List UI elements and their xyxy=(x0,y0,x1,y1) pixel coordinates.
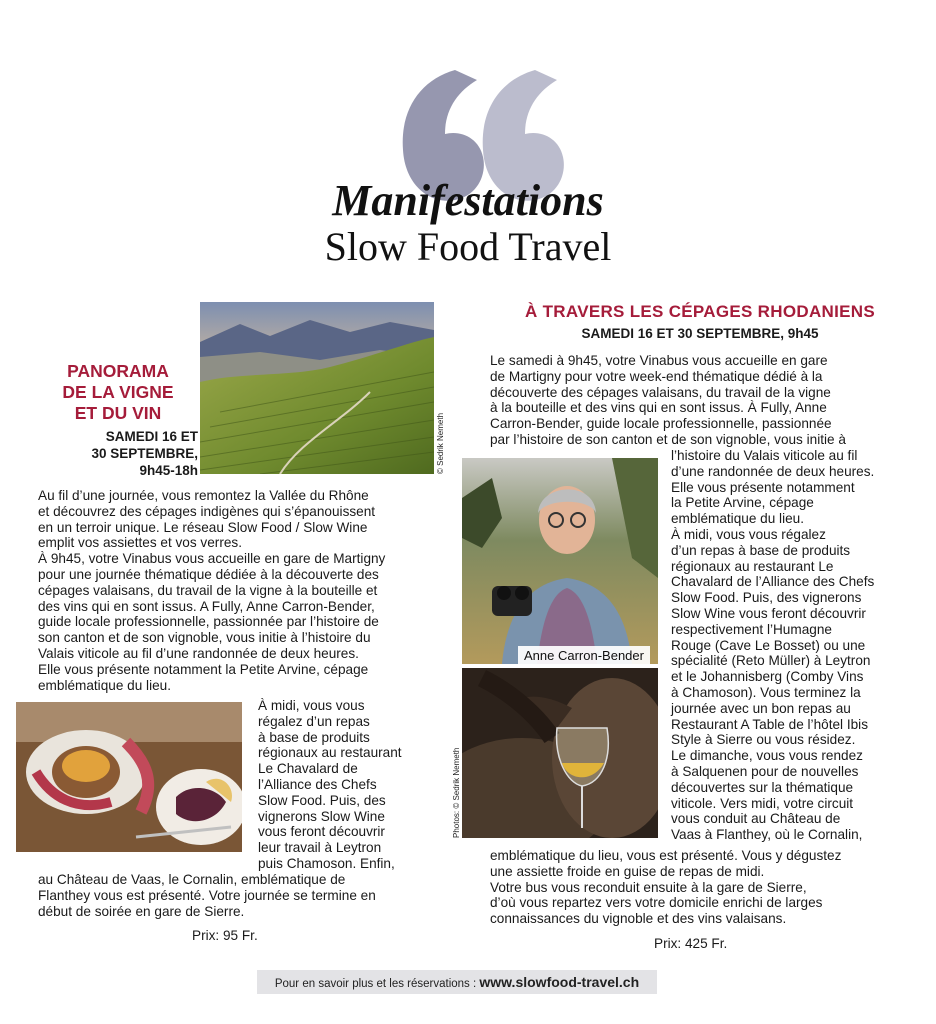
left-article-body-wrap xyxy=(258,698,438,872)
text-line: début de soirée en gare de Sierre. xyxy=(38,903,245,919)
footer-link[interactable]: www.slowfood-travel.ch xyxy=(479,974,640,990)
text-line: l’histoire du Valais viticole au fil xyxy=(671,448,858,463)
text-line: Votre bus vous reconduit ensuite à la gare de Sierre, xyxy=(490,879,807,895)
text-line: emblématique du lieu. xyxy=(671,511,804,527)
portrait-caption: Anne Carron-Bender xyxy=(518,646,650,665)
page-subtitle: Slow Food Travel xyxy=(324,224,612,269)
text-line: vous conduit au Château de xyxy=(671,811,841,827)
text-line: Le samedi à 9h45, votre Vinabus vous accueille en gare xyxy=(490,353,828,368)
text-line: guide locale professionnelle, passionnée par l’histoire de xyxy=(38,614,379,630)
text-line: spécialité (Reto Müller) à Leytron xyxy=(671,653,871,669)
text-line: pour une journée thématique dédiée à la découverte des xyxy=(38,566,379,582)
text-line: découverte des cépages valaisans, du travail de la vigne xyxy=(490,384,831,400)
left-article-body-end xyxy=(38,872,438,919)
right-article-body-wrap xyxy=(671,448,921,843)
text-line: Restaurant A Table de l’hôtel Ibis xyxy=(671,716,868,732)
text-line: une assiette froide en guise de repas de midi. xyxy=(490,863,765,879)
left-article-price: Prix: 95 Fr. xyxy=(192,928,258,943)
text-line: à Chamoson). Vous terminez la xyxy=(671,684,861,700)
food-plate-photo xyxy=(16,702,242,852)
right-article-date: SAMEDI 16 ET 30 SEPTEMBRE, 9h45 xyxy=(581,326,819,341)
left-article-body-intro xyxy=(38,488,438,693)
text-line: en un terroir unique. Le réseau Slow Food / Slow Wine xyxy=(38,519,368,535)
text-line: Slow Food. Puis, des vignerons xyxy=(671,590,862,606)
text-line: régionaux au restaurant Le xyxy=(671,558,834,574)
text-line: à Salquenen pour de nouvelles xyxy=(671,763,859,779)
text-line: respectivement l’Humagne xyxy=(671,621,832,637)
text-line: Au fil d’une journée, vous remontez la Vallée du Rhône xyxy=(38,488,369,503)
right-article-price: Prix: 425 Fr. xyxy=(654,936,728,951)
text-line: la Petite Arvine, cépage xyxy=(671,495,814,511)
text-line: Valais viticole au fil d’une randonnée de deux heures. xyxy=(38,645,359,661)
portrait-photo xyxy=(462,458,658,664)
text-line: emblématique du lieu. xyxy=(38,677,171,693)
text-line: journée avec un bon repas au xyxy=(671,700,851,716)
text-line: À 9h45, votre Vinabus vous accueille en gare de Martigny xyxy=(38,551,386,567)
text-line: des vins qui en sont issus. A Fully, Anne Carron-Bender, xyxy=(38,598,375,614)
text-line: emblématique du lieu, vous est présenté. Vous y dégustez xyxy=(490,848,842,863)
footer-label: Pour en savoir plus et les réservations : xyxy=(274,978,477,990)
left-article-heading: PANORAMA DE LA VIGNE ET DU VIN xyxy=(62,361,174,423)
text-line: d’où vous repartez vers votre domicile enrichi de larges xyxy=(490,895,823,911)
text-line: Rouge (Cave Le Bosset) ou une xyxy=(671,637,866,653)
text-line: cépages valaisans, du travail de la vigne à la bouteille et xyxy=(38,582,378,598)
wine-glass-photo xyxy=(462,668,658,838)
page-title: Manifestations xyxy=(332,176,604,225)
text-line: leur travail à Leytron xyxy=(258,840,382,856)
text-line: puis Chamoson. Enfin, xyxy=(258,855,395,871)
text-line: Slow Wine vous feront découvrir xyxy=(671,605,866,621)
text-line: viticole. Vers midi, votre circuit xyxy=(671,795,854,811)
vineyard-photo xyxy=(200,302,434,474)
text-line: à la bouteille et des vins qui en sont issus. À Fully, Anne xyxy=(490,400,827,416)
text-line: emplit vos assiettes et vos verres. xyxy=(38,535,242,551)
text-line: et découvrez des cépages indigènes qui s’épanouissent xyxy=(38,503,376,519)
text-line: son canton et de son vignoble, vous initie à l’histoire du xyxy=(38,630,371,646)
text-line: Slow Food. Puis, des xyxy=(258,792,386,808)
right-article-heading: À TRAVERS LES CÉPAGES RHODANIENS xyxy=(525,302,875,321)
text-line: Le Chavalard de xyxy=(258,761,358,777)
text-line: vignerons Slow Wine xyxy=(258,808,385,824)
right-article-body-intro xyxy=(490,353,910,448)
right-photo-credit: Photos: © Sedrik Nemeth xyxy=(452,747,461,838)
text-line: d’un repas à base de produits xyxy=(671,542,851,558)
left-photo-credit: © Sedrik Nemeth xyxy=(436,412,445,474)
text-line: Carron-Bender, guide locale professionnelle, passionnée xyxy=(490,416,832,432)
left-article-date: SAMEDI 16 ET 30 SEPTEMBRE, 9h45-18h xyxy=(91,429,198,478)
text-line: Elle vous présente notamment la Petite Arvine, cépage xyxy=(38,661,369,677)
right-article-body-end xyxy=(490,848,910,927)
footer-banner xyxy=(257,970,657,994)
text-line: régionaux au restaurant xyxy=(258,745,402,761)
text-line: À midi, vous vous régalez xyxy=(671,526,826,542)
text-line: À midi, vous vous xyxy=(258,698,365,713)
text-line: connaissances du vignoble et des vins valaisans. xyxy=(490,911,787,927)
text-line: régalez d’un repas xyxy=(258,713,370,729)
text-line: l’Alliance des Chefs xyxy=(258,776,377,792)
text-line: et le Johannisberg (Comby Vins xyxy=(671,669,864,685)
text-line: Flanthey vous est présenté. Votre journée se termine en xyxy=(38,887,376,903)
text-line: par l’histoire de son canton et de son vignoble, vous initie à xyxy=(490,431,846,447)
text-line: découvertes sur la thématique xyxy=(671,779,854,795)
text-line: Le dimanche, vous vous rendez xyxy=(671,748,863,764)
text-line: au Château de Vaas, le Cornalin, emblématique de xyxy=(38,872,346,887)
text-line: vous feront découvrir xyxy=(258,824,385,840)
text-line: Elle vous présente notamment xyxy=(671,479,855,495)
text-line: Vaas à Flanthey, où le Cornalin, xyxy=(671,827,863,843)
text-line: d’une randonnée de deux heures. xyxy=(671,463,875,479)
text-line: de Martigny pour votre week-end thématique dédié à la xyxy=(490,368,823,384)
text-line: à base de produits xyxy=(258,729,370,745)
text-line: Chavalard de l’Alliance des Chefs xyxy=(671,574,875,590)
text-line: Style à Sierre ou vous résidez. xyxy=(671,732,856,748)
